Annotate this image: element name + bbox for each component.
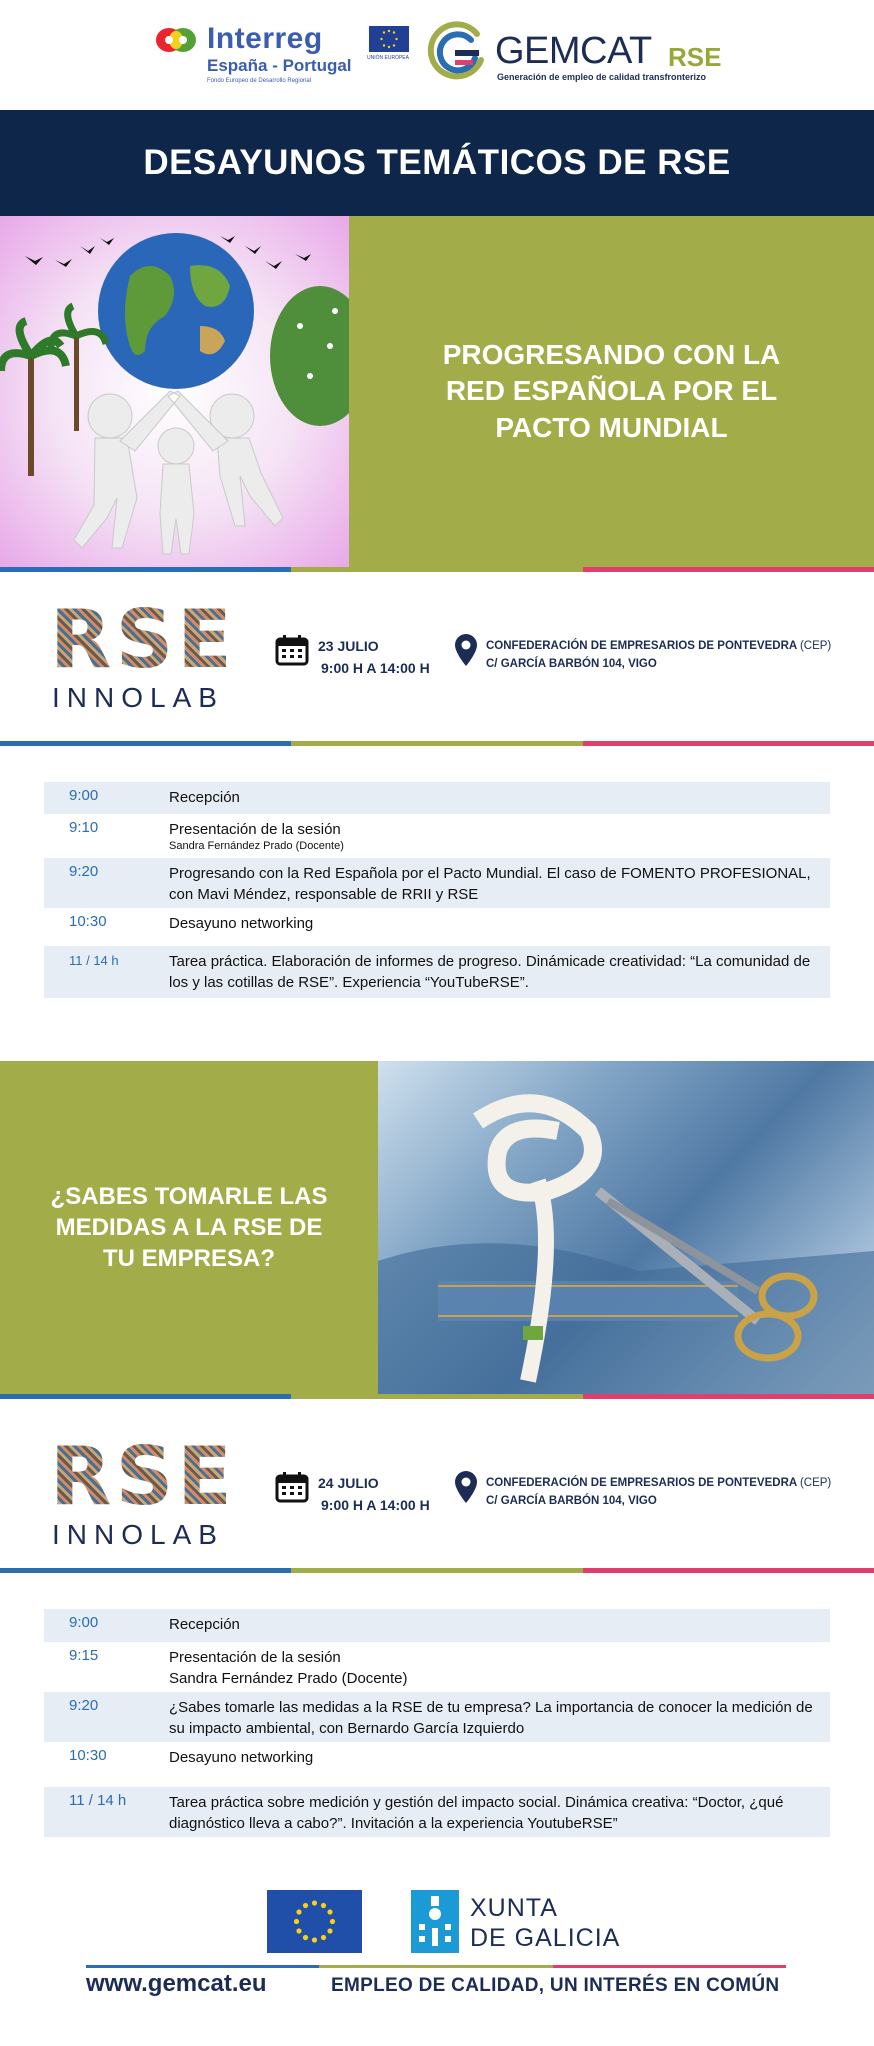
agenda-row bbox=[44, 858, 830, 908]
xunta-galicia-wordmark bbox=[470, 1893, 620, 1953]
agenda-time: 9:20 bbox=[69, 863, 99, 880]
rse-logo-letters: RSE bbox=[50, 593, 236, 686]
agenda-row bbox=[44, 814, 830, 858]
footer-tricolor-line bbox=[86, 1965, 786, 1968]
interreg-wordmark: Interreg bbox=[207, 22, 323, 55]
header bbox=[0, 0, 874, 108]
tricolor-divider bbox=[0, 567, 874, 572]
innolab-label: INNOLAB bbox=[52, 1519, 224, 1550]
session2-date: 24 JULIO bbox=[318, 1475, 379, 1491]
location-pin-icon bbox=[454, 633, 478, 667]
website-link[interactable]: www.gemcat.eu bbox=[86, 1970, 267, 1997]
agenda-text: Desayuno networking bbox=[169, 1749, 314, 1766]
rse-logo-letters: RSE bbox=[50, 1430, 236, 1523]
session2-venue-abbr: (CEP) bbox=[799, 1477, 832, 1489]
agenda-row bbox=[44, 908, 830, 946]
eu-small-label: UNIÓN EUROPEA bbox=[367, 55, 409, 61]
session2-venue-address: C/ GARCÍA BARBÓN 104, VIGO bbox=[486, 1494, 657, 1507]
rse-innolab-logo bbox=[50, 1430, 250, 1550]
session2-title-panel bbox=[0, 1061, 378, 1394]
agenda-text: Presentación de la sesión bbox=[169, 1649, 341, 1666]
session1-agenda bbox=[44, 782, 830, 998]
agenda-row bbox=[44, 1787, 830, 1837]
agenda-text: ¿Sabes tomarle las medidas a la RSE de tu empresa? La importancia de conocer la medición de su impacto ambiental, con Bernardo García Izquierdo bbox=[169, 1699, 813, 1737]
agenda-text-block bbox=[169, 1642, 830, 1689]
agenda-row bbox=[44, 946, 830, 998]
agenda-time: 9:15 bbox=[69, 1647, 99, 1664]
agenda-text: Tarea práctica sobre medición y gestión del impacto social. Dinámica creativa: “Doctor, ¿qué diagnóstico lleva a cabo?”. Invitación a la experiencia YoutubeRSE” bbox=[169, 1794, 784, 1832]
agenda-row bbox=[44, 1692, 830, 1742]
session2-title: ¿SABES TOMARLE LAS MEDIDAS A LA RSE DE TU EMPRESA? bbox=[50, 1182, 328, 1273]
agenda-text: Recepción bbox=[169, 789, 240, 806]
session2-agenda bbox=[44, 1609, 830, 1837]
agenda-text: Desayuno networking bbox=[169, 915, 314, 932]
session2-hours: 9:00 H A 14:00 H bbox=[321, 1496, 430, 1513]
interreg-logo bbox=[155, 22, 410, 92]
gemcat-logo bbox=[425, 20, 725, 90]
agenda-row bbox=[44, 1642, 830, 1692]
agenda-time: 9:00 bbox=[69, 1614, 99, 1631]
agenda-speaker: Sandra Fernández Prado (Docente) bbox=[169, 1670, 408, 1687]
interreg-circles-icon bbox=[155, 26, 197, 54]
agenda-row bbox=[44, 1742, 830, 1787]
session1-hours: 9:00 H A 14:00 H bbox=[321, 659, 430, 676]
session2-datetime bbox=[318, 1473, 430, 1516]
session1-venue-name: CONFEDERACIÓN DE EMPRESARIOS DE PONTEVEDRA bbox=[486, 640, 797, 652]
jeans-measuring-tape-photo bbox=[378, 1061, 874, 1394]
agenda-time: 11 / 14 h bbox=[69, 1792, 127, 1809]
rse-innolab-logo bbox=[50, 593, 250, 713]
banner-title: DESAYUNOS TEMÁTICOS DE RSE bbox=[143, 143, 731, 182]
calendar-icon bbox=[275, 1471, 309, 1503]
agenda-row bbox=[44, 1609, 830, 1642]
session2-venue-name: CONFEDERACIÓN DE EMPRESARIOS DE PONTEVEDRA bbox=[486, 1477, 797, 1489]
interreg-fund-text: Fondo Europeo de Desarrollo Regional bbox=[207, 78, 312, 84]
agenda-text: Tarea práctica. Elaboración de informes de progreso. Dinámicade creatividad: “La comunidad de los y las cotillas de RSE”. Experiencia “YouTubeRSE”. bbox=[169, 953, 811, 991]
agenda-time: 9:20 bbox=[69, 1697, 99, 1714]
agenda-text: Progresando con la Red Española por el Pacto Mundial. El caso de FOMENTO PROFESIONAL, con Mavi Méndez, responsable de RRII y RSE bbox=[169, 865, 811, 903]
agenda-speaker: Sandra Fernández Prado (Docente) bbox=[169, 840, 344, 852]
xunta-line2: DE GALICIA bbox=[470, 1924, 621, 1952]
agenda-time: 9:10 bbox=[69, 819, 99, 836]
tricolor-divider bbox=[0, 741, 874, 746]
eu-flag-small-icon bbox=[369, 26, 409, 52]
calendar-icon bbox=[275, 634, 309, 666]
agenda-text: Recepción bbox=[169, 1616, 240, 1633]
tricolor-divider bbox=[0, 1394, 874, 1399]
gemcat-rse-mark: RSE bbox=[668, 42, 722, 72]
eu-flag-icon bbox=[267, 1890, 362, 1953]
session1-datetime bbox=[318, 636, 430, 679]
footer-slogan: EMPLEO DE CALIDAD, UN INTERÉS EN COMÚN bbox=[331, 1975, 780, 1996]
tricolor-divider bbox=[0, 1568, 874, 1573]
jeans-tape-scissors-illustration bbox=[378, 1061, 874, 1394]
session1-venue bbox=[486, 638, 831, 674]
session1-venue-address: C/ GARCÍA BARBÓN 104, VIGO bbox=[486, 657, 657, 670]
agenda-time: 10:30 bbox=[69, 913, 107, 930]
location-pin-icon bbox=[454, 1470, 478, 1504]
session1-date: 23 JULIO bbox=[318, 638, 379, 654]
xunta-galicia-shield-icon bbox=[411, 1890, 459, 1953]
interreg-subtitle: España - Portugal bbox=[207, 56, 352, 75]
earth-teamwork-photo bbox=[0, 216, 349, 567]
session1-venue-abbr: (CEP) bbox=[799, 640, 832, 652]
agenda-row bbox=[44, 782, 830, 814]
palm-trees-icon bbox=[1, 306, 106, 476]
agenda-text: Presentación de la sesión bbox=[169, 821, 341, 838]
session1-title-panel bbox=[349, 216, 874, 567]
agenda-time: 9:00 bbox=[69, 787, 99, 804]
gemcat-wordmark: GEMCAT bbox=[495, 30, 652, 72]
people-figures-icon bbox=[74, 391, 283, 554]
agenda-time: 11 / 14 h bbox=[69, 953, 119, 968]
title-banner bbox=[0, 110, 874, 216]
gemcat-g-icon bbox=[425, 20, 489, 84]
earth-teamwork-illustration bbox=[0, 216, 349, 567]
agenda-text-block bbox=[169, 814, 830, 853]
session1-title: PROGRESANDO CON LA RED ESPAÑOLA POR EL PACTO MUNDIAL bbox=[442, 338, 781, 443]
xunta-line1: XUNTA bbox=[470, 1894, 558, 1922]
innolab-label: INNOLAB bbox=[52, 682, 224, 713]
agenda-time: 10:30 bbox=[69, 1747, 107, 1764]
session2-venue bbox=[486, 1475, 831, 1511]
gemcat-tagline: Generación de empleo de calidad transfronterizo bbox=[497, 72, 707, 82]
